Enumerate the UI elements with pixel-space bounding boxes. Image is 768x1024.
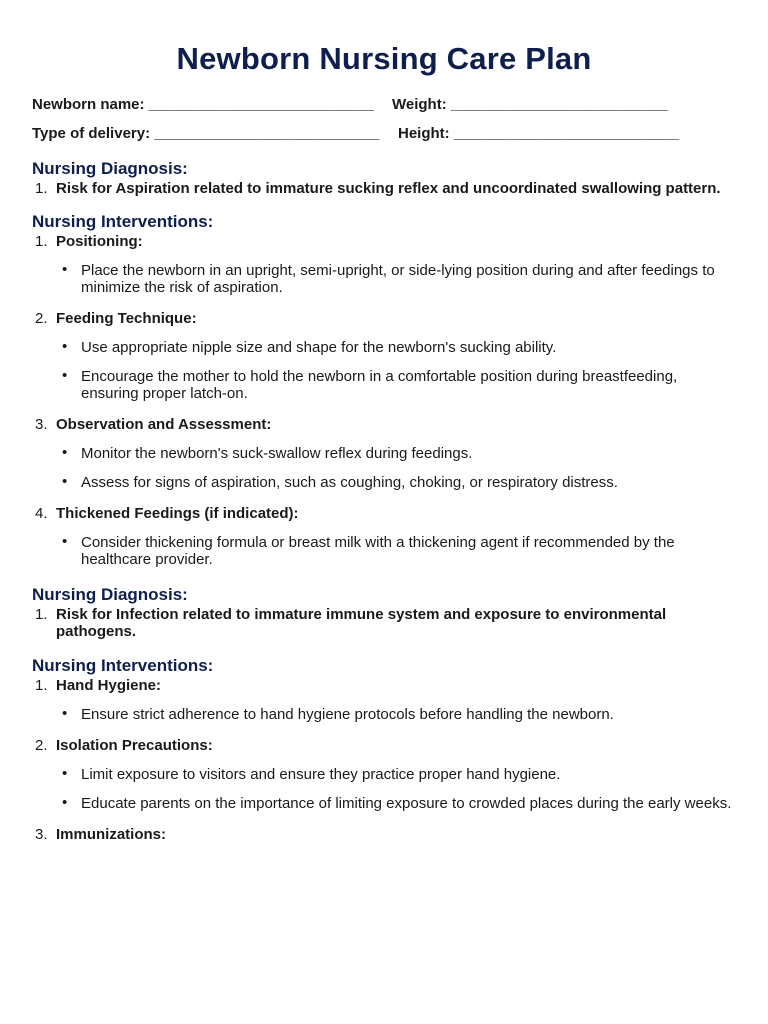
intervention-title: Feeding Technique: bbox=[56, 310, 197, 327]
bullet-icon: • bbox=[62, 444, 68, 461]
list-item bbox=[56, 368, 736, 402]
bullet-text: Monitor the newborn's suck-swallow reflex during feedings. bbox=[81, 445, 473, 462]
intervention-title: Isolation Precautions: bbox=[56, 737, 213, 754]
bullet-icon: • bbox=[62, 533, 68, 550]
bullet-text: Consider thickening formula or breast milk with a thickening agent if recommended by the healthcare provider. bbox=[81, 534, 675, 568]
list-item bbox=[56, 474, 736, 491]
list-item bbox=[56, 445, 736, 462]
bullet-icon: • bbox=[62, 473, 68, 490]
bullet-icon: • bbox=[62, 794, 68, 811]
intervention-bullets bbox=[56, 706, 736, 723]
intervention-title: Immunizations: bbox=[56, 826, 167, 843]
intervention-bullets bbox=[56, 445, 736, 491]
bullet-icon: • bbox=[62, 705, 68, 722]
diagnosis-list-2 bbox=[32, 606, 736, 640]
list-number: 3. bbox=[35, 826, 48, 843]
list-item bbox=[56, 262, 736, 296]
list-item bbox=[56, 795, 736, 812]
nursing-interventions-heading-1: Nursing Interventions: bbox=[32, 212, 214, 231]
intervention-item bbox=[32, 737, 736, 812]
list-number: 2. bbox=[35, 737, 48, 754]
diagnosis-text: Risk for Aspiration related to immature sucking reflex and uncoordinated swallowing pattern. bbox=[56, 180, 721, 197]
interventions-list-2 bbox=[32, 677, 736, 843]
intervention-title: Observation and Assessment: bbox=[56, 416, 272, 433]
diagnosis-list-1 bbox=[32, 180, 736, 197]
list-number: 1. bbox=[35, 233, 48, 250]
bullet-icon: • bbox=[62, 367, 68, 384]
list-number: 2. bbox=[35, 310, 48, 327]
intervention-title: Thickened Feedings (if indicated): bbox=[56, 505, 299, 522]
list-item bbox=[56, 534, 736, 568]
list-number: 1. bbox=[35, 180, 48, 197]
type-of-delivery-field: Type of delivery: ___________________________ bbox=[32, 125, 380, 142]
bullet-text: Place the newborn in an upright, semi-upright, or side-lying position during and after feedings to minimize the risk of aspiration. bbox=[81, 262, 715, 296]
intervention-bullets bbox=[56, 262, 736, 296]
list-number: 1. bbox=[35, 677, 48, 694]
diagnosis-item bbox=[32, 180, 736, 197]
list-number: 1. bbox=[35, 606, 48, 623]
intervention-bullets bbox=[56, 534, 736, 568]
interventions-list-1 bbox=[32, 233, 736, 568]
intervention-item bbox=[32, 505, 736, 568]
bullet-text: Limit exposure to visitors and ensure they practice proper hand hygiene. bbox=[81, 766, 561, 783]
bullet-text: Educate parents on the importance of limiting exposure to crowded places during the early weeks. bbox=[81, 795, 732, 812]
intervention-bullets bbox=[56, 766, 736, 812]
intervention-bullets bbox=[56, 339, 736, 402]
field-row-delivery-height bbox=[32, 125, 736, 143]
intervention-item bbox=[32, 233, 736, 296]
intervention-item bbox=[32, 310, 736, 402]
bullet-icon: • bbox=[62, 765, 68, 782]
list-number: 4. bbox=[35, 505, 48, 522]
bullet-text: Ensure strict adherence to hand hygiene protocols before handling the newborn. bbox=[81, 706, 614, 723]
weight-field: Weight: __________________________ bbox=[392, 96, 668, 113]
list-item bbox=[56, 766, 736, 783]
bullet-text: Encourage the mother to hold the newborn in a comfortable position during breastfeeding, ensuring proper latch-on. bbox=[81, 368, 678, 402]
bullet-text: Use appropriate nipple size and shape for the newborn's sucking ability. bbox=[81, 339, 557, 356]
nursing-diagnosis-heading-1: Nursing Diagnosis: bbox=[32, 159, 188, 178]
nursing-diagnosis-heading-2: Nursing Diagnosis: bbox=[32, 585, 188, 604]
page-title: Newborn Nursing Care Plan bbox=[176, 41, 592, 76]
list-item bbox=[56, 706, 736, 723]
bullet-icon: • bbox=[62, 261, 68, 278]
bullet-icon: • bbox=[62, 338, 68, 355]
diagnosis-item bbox=[32, 606, 736, 640]
diagnosis-text: Risk for Infection related to immature immune system and exposure to environmental pathogens. bbox=[56, 606, 667, 640]
intervention-title: Hand Hygiene: bbox=[56, 677, 162, 694]
bullet-text: Assess for signs of aspiration, such as coughing, choking, or respiratory distress. bbox=[81, 474, 618, 491]
intervention-item bbox=[32, 677, 736, 723]
field-row-name-weight bbox=[32, 96, 736, 114]
list-item bbox=[56, 339, 736, 356]
intervention-item bbox=[32, 416, 736, 491]
intervention-item bbox=[32, 826, 736, 843]
intervention-title: Positioning: bbox=[56, 233, 143, 250]
list-number: 3. bbox=[35, 416, 48, 433]
nursing-interventions-heading-2: Nursing Interventions: bbox=[32, 656, 214, 675]
newborn-name-field: Newborn name: ___________________________ bbox=[32, 96, 374, 113]
height-field: Height: ___________________________ bbox=[398, 125, 680, 142]
